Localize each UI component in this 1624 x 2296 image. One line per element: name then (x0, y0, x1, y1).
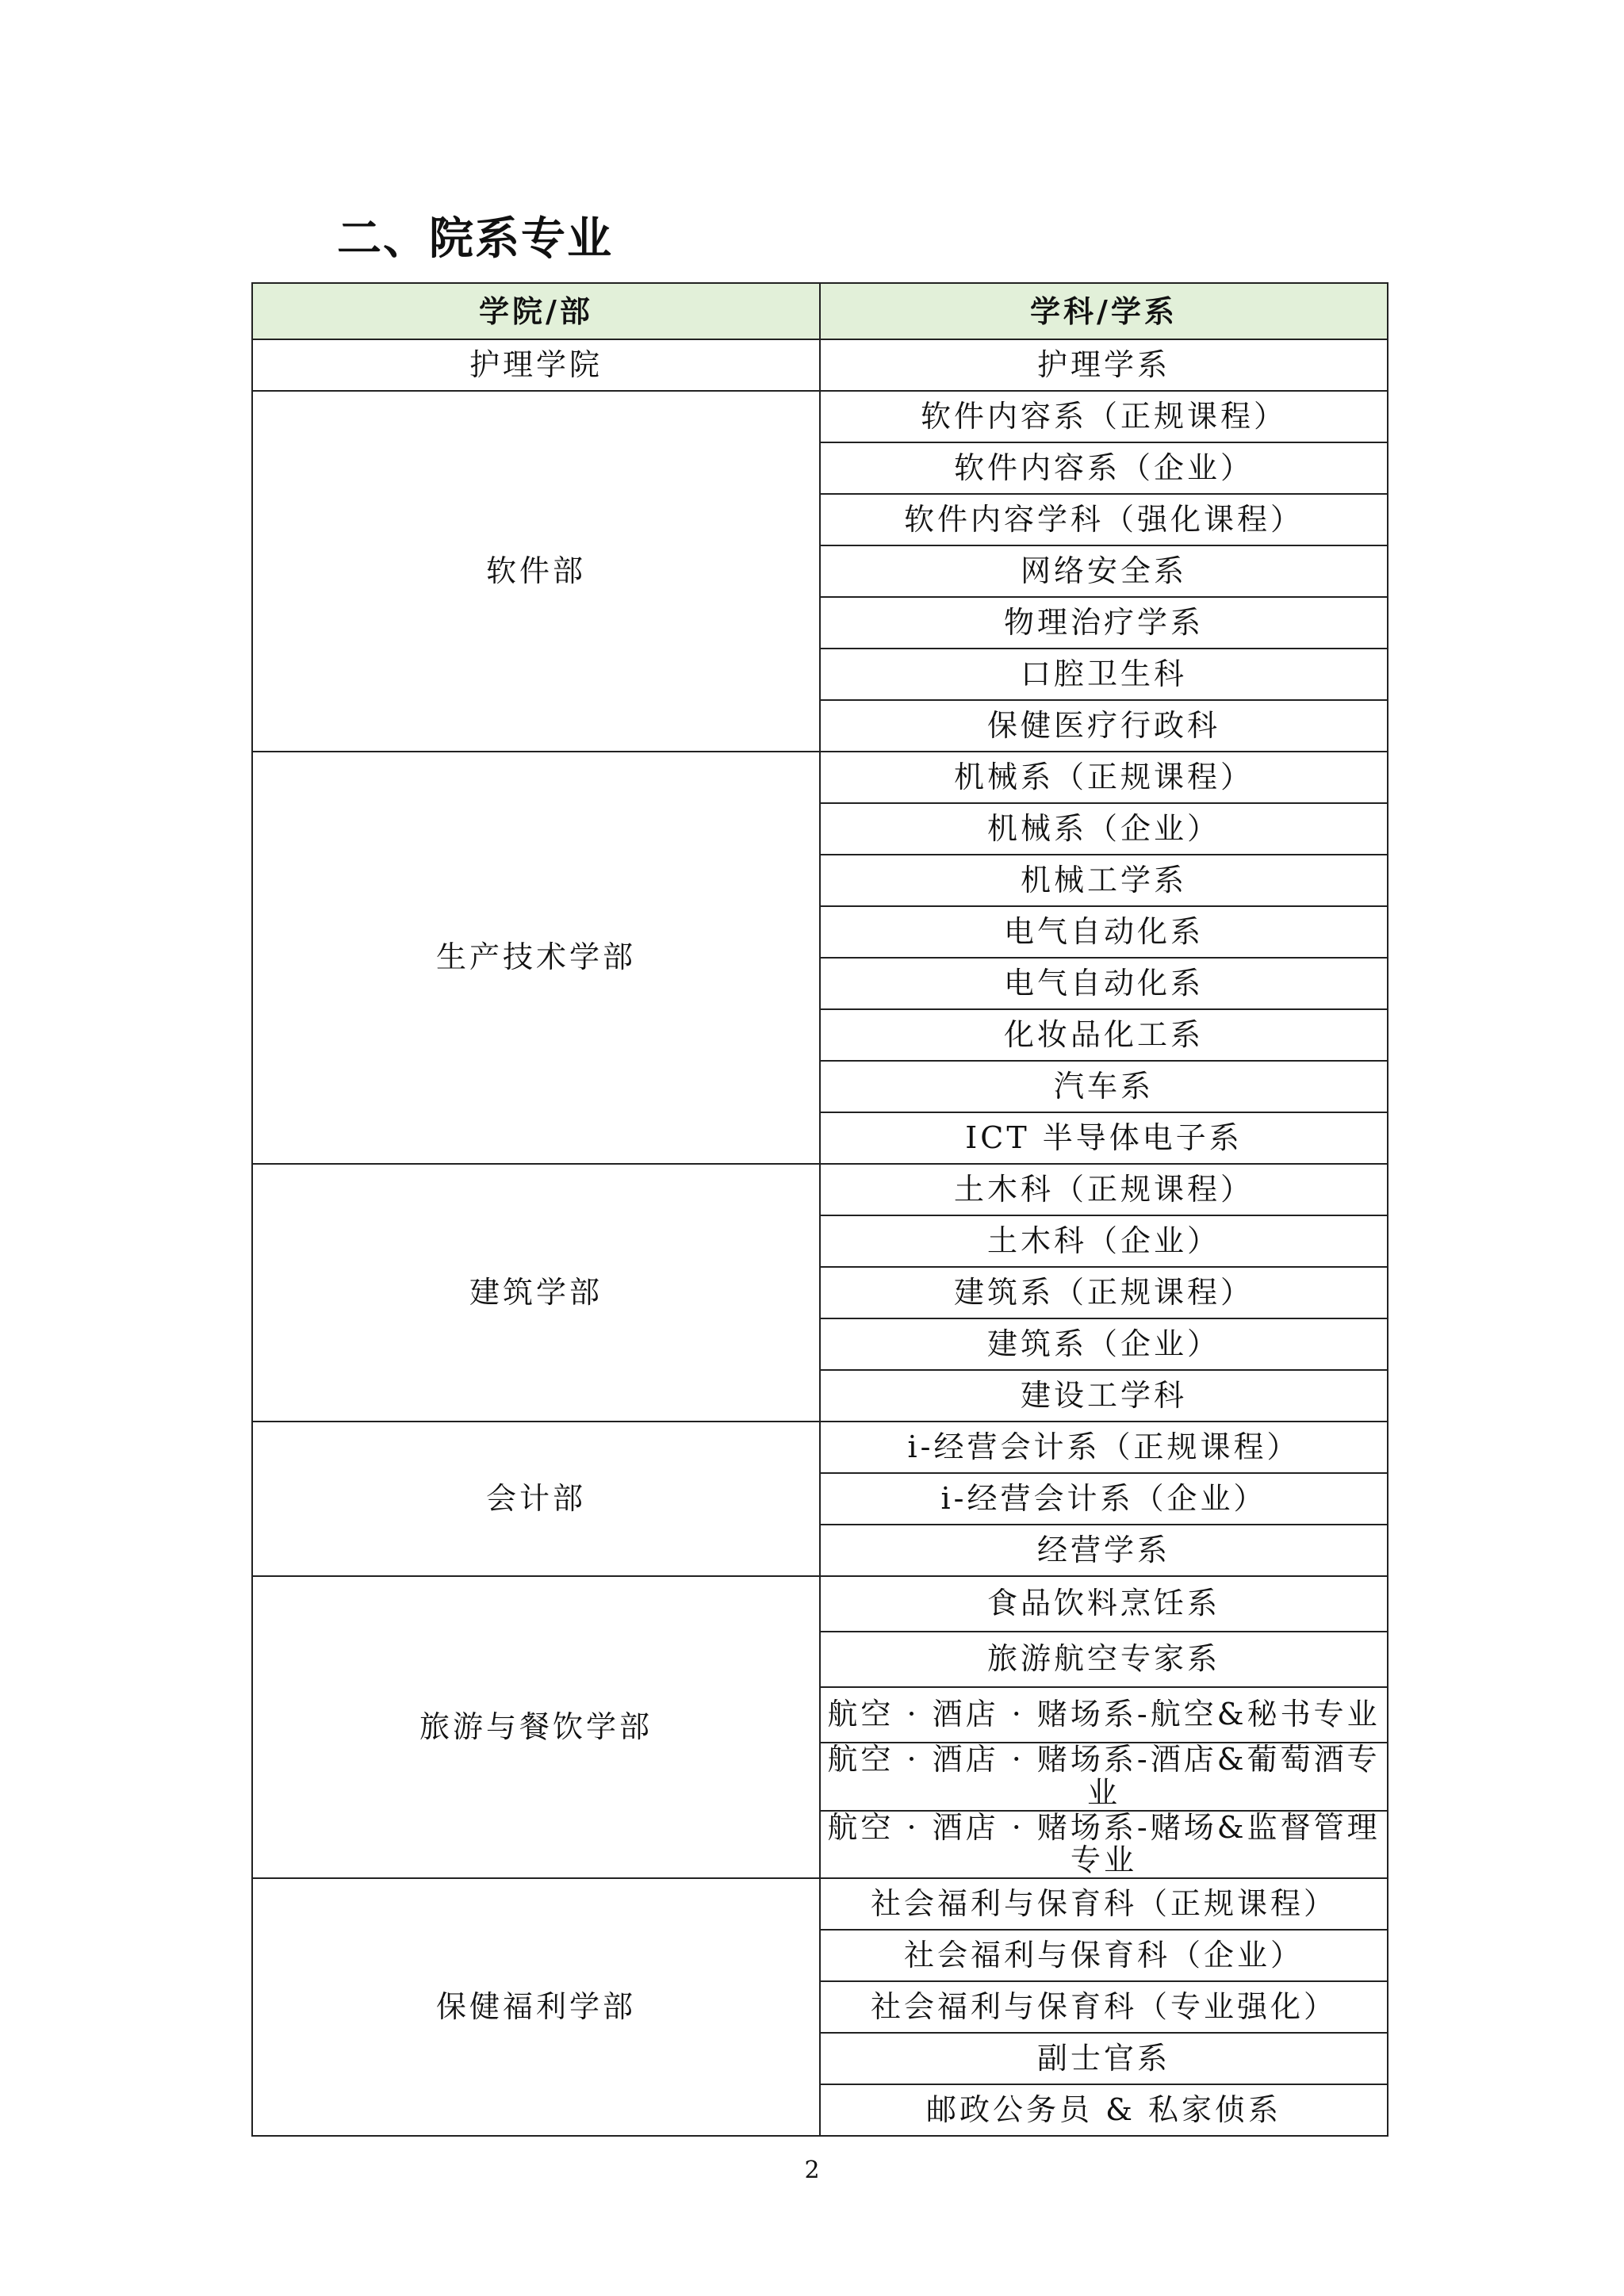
department-cell: 建筑系（企业） (820, 1318, 1388, 1370)
department-cell: 保健医疗行政科 (820, 700, 1388, 752)
table-body (252, 339, 1388, 2136)
department-cell: 食品饮料烹饪系 (820, 1576, 1388, 1632)
table-row (252, 1878, 1388, 1930)
department-cell: 软件内容系（企业） (820, 442, 1388, 494)
department-cell: 物理治疗学系 (820, 597, 1388, 649)
department-cell: 航空 · 酒店 · 赌场系-酒店&葡萄酒专业 (820, 1743, 1388, 1811)
department-cell: 社会福利与保育科（专业强化） (820, 1981, 1388, 2033)
header-department: 学科/学系 (820, 283, 1388, 339)
department-cell: 航空 · 酒店 · 赌场系-航空&秘书专业 (820, 1687, 1388, 1743)
department-cell: 建筑系（正规课程） (820, 1267, 1388, 1318)
department-cell: 机械系（企业） (820, 803, 1388, 855)
section-title: 二、院系专业 (337, 213, 613, 265)
department-cell: 网络安全系 (820, 545, 1388, 597)
department-cell: 土木科（正规课程） (820, 1164, 1388, 1215)
department-cell: 旅游航空专家系 (820, 1632, 1388, 1687)
department-cell: 化妆品化工系 (820, 1009, 1388, 1061)
college-cell: 生产技术学部 (252, 752, 820, 1164)
table-row (252, 339, 1388, 391)
department-cell: 邮政公务员 & 私家侦系 (820, 2084, 1388, 2136)
department-cell: 护理学系 (820, 339, 1388, 391)
department-cell: 社会福利与保育科（正规课程） (820, 1878, 1388, 1930)
department-cell: 航空 · 酒店 · 赌场系-赌场&监督管理专业 (820, 1811, 1388, 1879)
department-cell: 土木科（企业） (820, 1215, 1388, 1267)
department-cell: 软件内容学科（强化课程） (820, 494, 1388, 545)
department-cell: 机械系（正规课程） (820, 752, 1388, 803)
table-row (252, 391, 1388, 442)
department-cell: 社会福利与保育科（企业） (820, 1930, 1388, 1981)
college-cell: 建筑学部 (252, 1164, 820, 1422)
table-row (252, 1576, 1388, 1632)
college-cell: 会计部 (252, 1422, 820, 1576)
department-cell: 口腔卫生科 (820, 649, 1388, 700)
table-row (252, 1422, 1388, 1473)
department-cell: 电气自动化系 (820, 906, 1388, 958)
college-cell: 保健福利学部 (252, 1878, 820, 2136)
department-cell: 经营学系 (820, 1525, 1388, 1576)
department-cell: i-经营会计系（正规课程） (820, 1422, 1388, 1473)
page-number: 2 (804, 2156, 820, 2184)
table-header-row (252, 283, 1388, 339)
majors-table (251, 282, 1388, 2137)
department-cell: 电气自动化系 (820, 958, 1388, 1009)
department-cell: 副士官系 (820, 2033, 1388, 2084)
department-cell: ICT 半导体电子系 (820, 1112, 1388, 1164)
department-cell: 建设工学科 (820, 1370, 1388, 1422)
table-row (252, 752, 1388, 803)
header-college: 学院/部 (252, 283, 820, 339)
college-cell: 护理学院 (252, 339, 820, 391)
college-cell: 软件部 (252, 391, 820, 752)
table-row (252, 1164, 1388, 1215)
department-cell: 汽车系 (820, 1061, 1388, 1112)
department-cell: i-经营会计系（企业） (820, 1473, 1388, 1525)
department-cell: 机械工学系 (820, 855, 1388, 906)
department-cell: 软件内容系（正规课程） (820, 391, 1388, 442)
college-cell: 旅游与餐饮学部 (252, 1576, 820, 1878)
